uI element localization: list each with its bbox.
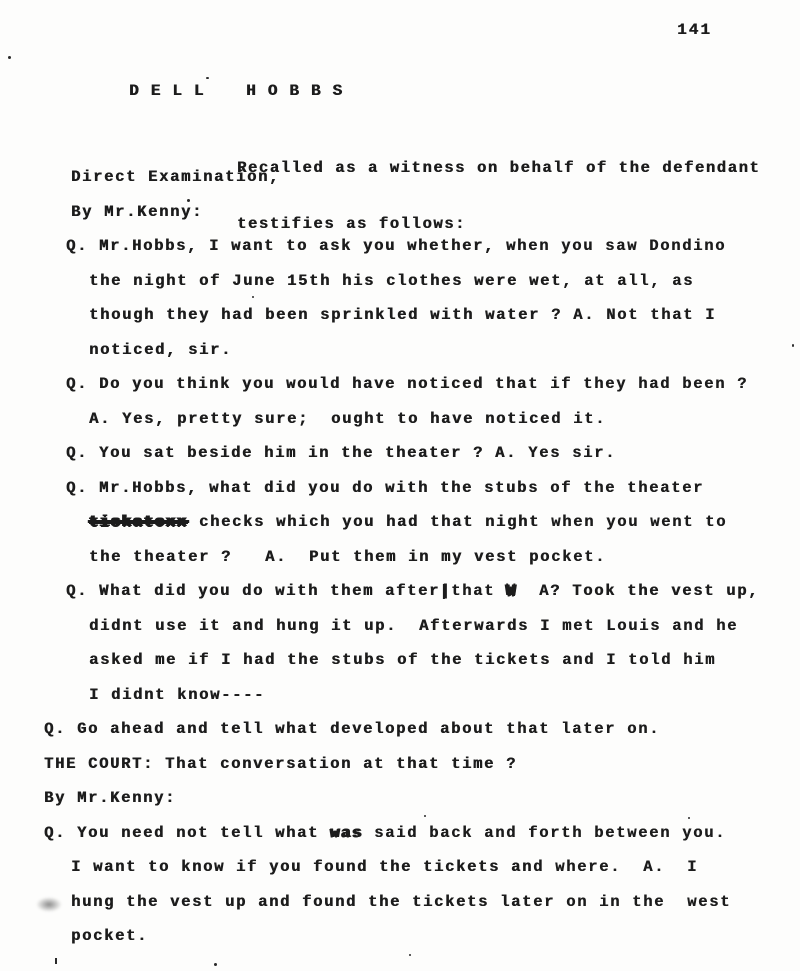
transcript-body [0,160,800,954]
transcript-line [0,850,800,885]
transcript-text: pocket. [71,927,149,945]
page-number: 141 [677,21,712,39]
transcript-text: Q. What did you do with them after [66,582,441,600]
transcript-text: checks which you had that night when you went to [188,513,728,531]
transcript-line [0,885,800,920]
transcript-line [0,781,800,816]
ink-speck [409,954,411,956]
transcript-text: Q. You need not tell what [44,823,331,842]
overstruck-text: | [440,582,452,600]
ink-smudge [36,897,62,912]
transcript-text: Q. You sat beside him in the theater ? A. Yes sir. [66,444,617,462]
transcript-text: I didnt know---- [89,685,266,704]
transcript-text: that [451,582,507,600]
transcript-text: Q. Go ahead and tell what developed about that later on. [44,720,661,738]
transcript-text: Q. Mr.Hobbs, I want to ask you whether, when you saw Dondino [66,237,727,255]
ink-speck [252,296,254,298]
transcript-line [0,160,800,195]
transcript-text: Q. Mr.Hobbs, what did you do with the stubs of the theater [66,478,705,497]
ink-speck [206,77,209,79]
ink-speck [187,199,190,202]
transcript-line [0,471,800,506]
transcript-line [0,678,800,713]
transcript-text: the night of June 15th his clothes were wet, at all, as [89,271,695,290]
transcript-line [0,574,800,609]
transcript-text: said back and forth between you. [363,823,727,842]
transcript-line [0,367,800,402]
witness-name-heading: DELL HOBBS [129,82,355,100]
overstruck-text: was [330,823,364,842]
transcript-text: By Mr.Kenny: [44,789,177,807]
transcript-text: asked me if I had the stubs of the tickets and I told him [89,651,717,669]
ink-speck [424,815,426,817]
transcript-text: didnt use it and hung it up. Afterwards I met Louis and he [89,616,739,635]
transcript-text: Direct Examination, [71,168,281,186]
ink-speck [688,817,690,819]
transcript-line [0,402,800,437]
transcript-text: though they had been sprinkled with water ? A. Not that I [89,306,717,324]
transcript-line [0,643,800,678]
ink-speck [55,958,57,964]
transcript-line [0,298,800,333]
transcript-text: By Mr.Kenny: [71,202,204,221]
overstruck-text: tiskatexx [89,513,189,531]
recall-note-line-1: Recalled as a witness on behalf of the defendant [237,159,761,177]
ink-speck [214,963,217,966]
transcript-line [0,919,800,954]
transcript-text: I want to know if you found the tickets and where. A. I [71,858,699,876]
ink-speck [8,56,11,59]
transcript-text: Q. Do you think you would have noticed that if they had been ? [66,375,749,393]
transcript-line [0,333,800,368]
transcript-line [0,747,800,782]
transcript-line [0,609,800,644]
transcript-text: hung the vest up and found the tickets later on in the west [71,892,732,911]
ink-speck [792,344,794,347]
transcript-text: the theater ? A. Put them in my vest pocket. [89,547,607,566]
transcript-text: noticed, sir. [89,340,233,359]
overstruck-text: W [506,582,518,600]
transcript-text: THE COURT: That conversation at that time ? [44,754,518,773]
transcript-line [0,436,800,471]
recall-note-line-2: testifies as follows: [237,214,466,233]
transcript-line [0,540,800,575]
transcript-text: A. Yes, pretty sure; ought to have noticed it. [89,409,607,428]
transcript-line [0,229,800,264]
transcript-line [0,195,800,230]
transcript-line [0,712,800,747]
transcript-line [0,264,800,299]
transcript-line [0,816,800,851]
transcript-text: A? Took the vest up, [517,582,760,600]
transcript-line [0,505,800,540]
